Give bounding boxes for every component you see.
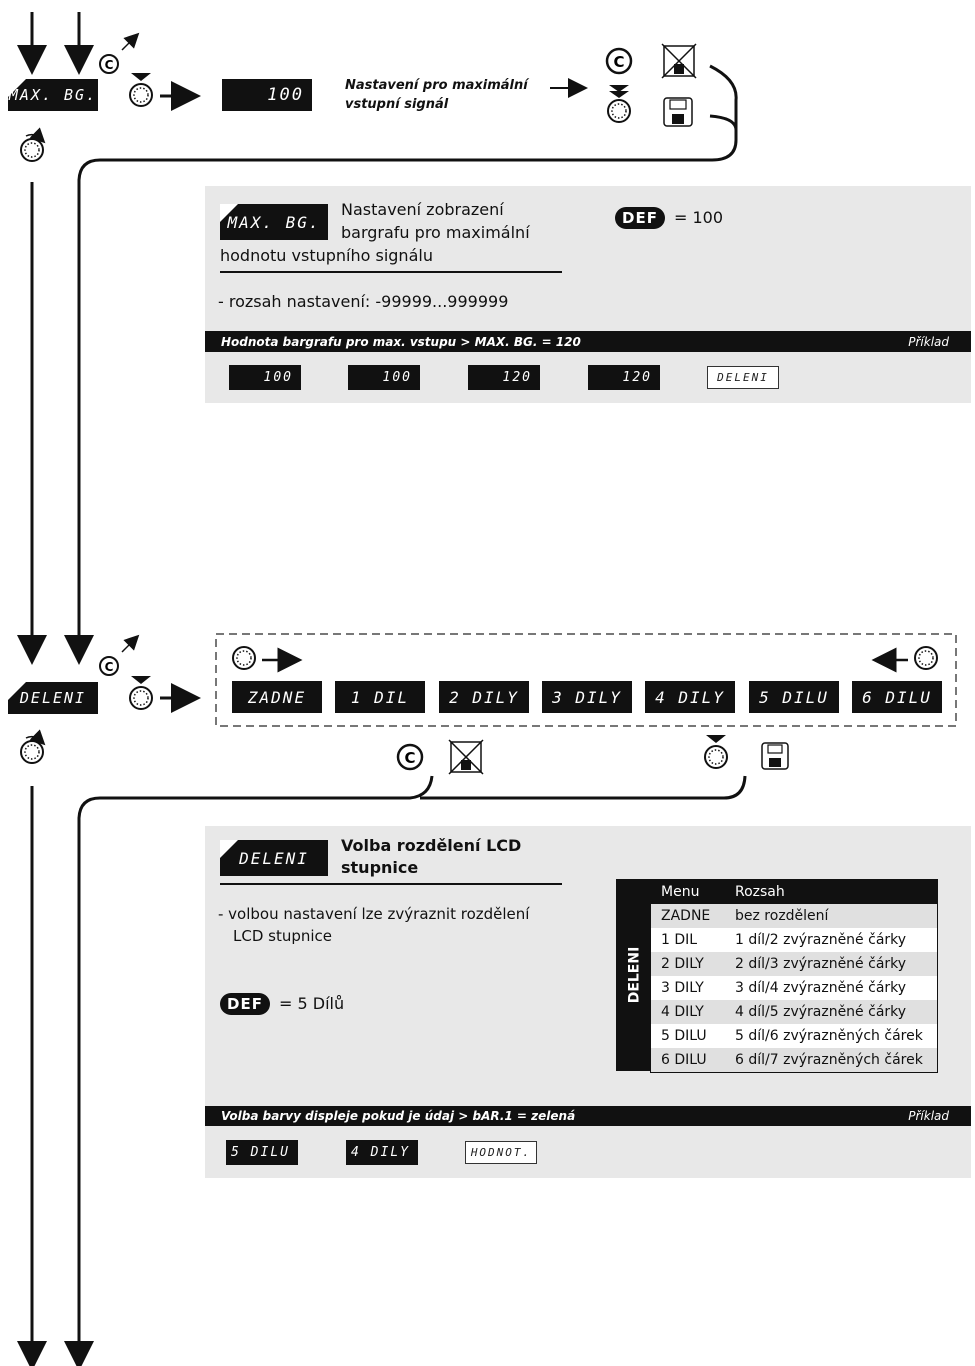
option-2-dily[interactable] (439, 681, 529, 713)
no-save-icon (449, 740, 483, 774)
knob-rotate-icon (21, 135, 43, 161)
example-display (588, 365, 660, 390)
example-bar-text: Hodnota bargrafu pro max. vstupu > MAX. BG. = 120 (221, 334, 581, 349)
option-label: ZADNE (247, 687, 307, 707)
param-tag-label: DELENI (19, 689, 87, 707)
save-icon (664, 98, 692, 126)
table-cell: 3 DILY (651, 976, 726, 1000)
example-bar-text: Volba barvy displeje pokud je údaj > bAR.1 = zelená (221, 1109, 576, 1123)
divider (220, 883, 562, 885)
table-row (651, 928, 938, 952)
knob-press-icon (705, 735, 727, 768)
param-tag-deleni[interactable] (8, 682, 98, 714)
table-cell: 2 DILY (651, 952, 726, 976)
example-display-text: 100 (382, 370, 412, 385)
option-5-dilu[interactable] (749, 681, 839, 713)
table-row (651, 1024, 938, 1048)
option-label: 2 DILY (449, 687, 519, 707)
example-result-display (465, 1141, 537, 1164)
table-side-label-text: DELENI (626, 946, 643, 1004)
svg-text:C: C (104, 58, 114, 72)
example-display-text: 120 (622, 370, 652, 385)
save-icon (762, 743, 788, 769)
knob-press-icon (130, 676, 152, 709)
maxbg-title-line1: Nastavení zobrazení (341, 200, 504, 219)
deleni-bullet-line2: LCD stupnice (233, 927, 333, 945)
value-display (222, 79, 312, 111)
range-bullet: - rozsah nastavení: -99999...999999 (218, 292, 509, 311)
table-row (651, 952, 938, 976)
range-table (650, 879, 938, 1073)
example-result-display (707, 366, 779, 389)
deleni-title-line2: stupnice (341, 858, 419, 877)
escape-c-icon (100, 640, 134, 675)
table-row (651, 1000, 938, 1024)
option-label: 6 DILU (862, 687, 932, 707)
value-display-text: 100 (267, 85, 304, 105)
table-cell: 5 DILU (651, 1024, 726, 1048)
deleni-title-line1: Volba rozdělení LCD (341, 836, 522, 855)
example-display (468, 365, 540, 390)
panel-tag-label: DELENI (239, 848, 309, 868)
example-display-text: 5 DILU (231, 1145, 290, 1160)
top-note-line1: Nastavení pro maximální (345, 78, 528, 93)
table-header: Rozsah (725, 880, 938, 905)
option-label: 5 DILU (759, 687, 829, 707)
option-4-dily[interactable] (645, 681, 735, 713)
top-note (345, 76, 528, 114)
example-display-text: 4 DILY (351, 1145, 410, 1160)
knob-rotate-icon (21, 737, 43, 763)
example-display (348, 365, 420, 390)
def-badge: DEF (615, 207, 665, 229)
table-cell: 2 díl/3 zvýrazněné čárky (725, 952, 938, 976)
table-header: Menu (651, 880, 726, 905)
example-bar (205, 331, 971, 352)
option-label: 1 DIL (350, 687, 410, 707)
param-tag-maxbg[interactable] (8, 79, 98, 111)
def-value: = 100 (674, 208, 724, 227)
panel-tag-maxbg (220, 204, 328, 240)
option-3-dily[interactable] (542, 681, 632, 713)
def-value: = 5 Dílů (279, 994, 345, 1013)
svg-text:C: C (104, 660, 114, 674)
table-cell: bez rozdělení (725, 904, 938, 928)
cancel-c-icon (398, 745, 422, 769)
option-6-dilu[interactable] (852, 681, 942, 713)
table-cell: 3 díl/4 zvýrazněné čárky (725, 976, 938, 1000)
top-note-line2: vstupní signál (345, 97, 449, 112)
table-row (651, 904, 938, 928)
example-label: Příklad (908, 1109, 949, 1123)
param-tag-label: MAX. BG. (8, 86, 98, 104)
table-cell: 4 DILY (651, 1000, 726, 1024)
maxbg-title-line2: bargrafu pro maximální (341, 223, 530, 242)
option-zadne[interactable] (232, 681, 322, 713)
example-result-text: DELENI (717, 371, 769, 384)
panel-tag-deleni (220, 840, 328, 876)
example-display (346, 1140, 418, 1165)
table-row (651, 976, 938, 1000)
example-display-text: 100 (263, 370, 293, 385)
table-side-label (616, 879, 652, 1071)
deleni-title (341, 835, 521, 879)
option-label: 3 DILY (552, 687, 622, 707)
option-1-dil[interactable] (335, 681, 425, 713)
table-cell: ZADNE (651, 904, 726, 928)
knob-rotate-right-icon (233, 647, 255, 669)
table-cell: 6 DILU (651, 1048, 726, 1073)
table-header-row (651, 880, 938, 905)
maxbg-title-line3: hodnotu vstupního signálu (220, 246, 433, 265)
example-label: Příklad (908, 334, 949, 349)
example-display (226, 1140, 298, 1165)
table-row (651, 1048, 938, 1073)
svg-text:C: C (404, 749, 416, 767)
example-result-text: HODNOT. (470, 1146, 532, 1159)
cancel-c-icon (607, 49, 631, 73)
knob-double-press-icon (608, 85, 630, 122)
option-label: 4 DILY (655, 687, 725, 707)
table-cell: 1 díl/2 zvýrazněné čárky (725, 928, 938, 952)
deleni-bullet (218, 903, 529, 947)
table-cell: 5 díl/6 zvýrazněných čárek (725, 1024, 938, 1048)
divider (220, 271, 562, 273)
panel-tag-label: MAX. BG. (227, 212, 321, 232)
deleni-bullet-line1: - volbou nastavení lze zvýraznit rozdělení (218, 905, 530, 923)
escape-c-icon (100, 38, 134, 73)
table-cell: 1 DIL (651, 928, 726, 952)
example-display-text: 120 (502, 370, 532, 385)
no-save-icon (662, 44, 696, 78)
maxbg-title (341, 198, 530, 244)
table-cell: 6 díl/7 zvýrazněných čárek (725, 1048, 938, 1073)
table-cell: 4 díl/5 zvýrazněné čárky (725, 1000, 938, 1024)
svg-text:C: C (613, 53, 625, 71)
example-display (229, 365, 301, 390)
def-badge: DEF (220, 993, 270, 1015)
example-bar (205, 1106, 971, 1126)
knob-press-icon (130, 73, 152, 106)
knob-rotate-left-icon (915, 647, 937, 669)
